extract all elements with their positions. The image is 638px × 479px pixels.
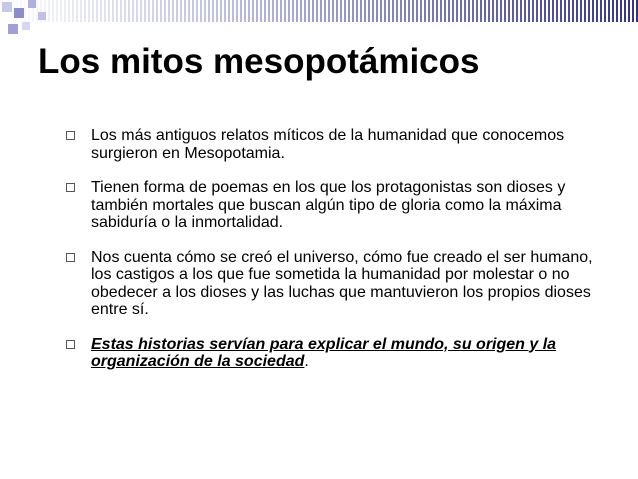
bullet-item — [66, 127, 611, 162]
bullet-emphasis-text: Estas historias servían para explicar el mundo, su origen y la organización de la sociedad — [91, 335, 557, 370]
hollow-square-bullet-icon — [66, 131, 75, 140]
bullet-text: Los más antiguos relatos míticos de la humanidad que conocemos surgieron en Mesopotamia. — [91, 127, 565, 162]
header-band-decoration — [0, 0, 638, 44]
bullet-item — [66, 336, 611, 371]
bullet-text: Nos cuenta cómo se creó el universo, cómo fue creado el ser humano, los castigos a los que fue sometida la humanidad por molestar o no obedecer a los dioses y las luchas que mantuvieron los propios dioses entre sí. — [91, 248, 593, 318]
bullet-suffix-text: . — [304, 353, 309, 370]
bullet-text: Tienen forma de poemas en los que los protagonistas son dioses y también mortales que buscan algún tipo de gloria como la máxima sabiduría o la inmortalidad. — [91, 179, 566, 231]
hollow-square-bullet-icon — [66, 183, 75, 192]
hollow-square-bullet-icon — [66, 253, 75, 262]
slide-title: Los mitos mesopotámicos — [38, 42, 480, 81]
bullet-item — [66, 249, 611, 319]
header-squares-decoration — [0, 0, 60, 44]
bullet-item — [66, 179, 611, 232]
hollow-square-bullet-icon — [66, 340, 75, 349]
bullet-list — [66, 127, 611, 371]
